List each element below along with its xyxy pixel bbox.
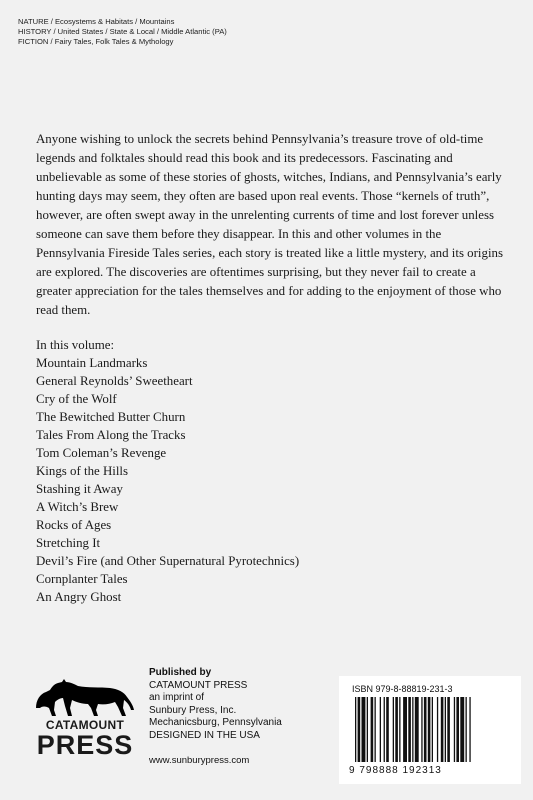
story-title: Cry of the Wolf (36, 392, 117, 406)
story-title: General Reynolds’ Sweetheart (36, 374, 193, 388)
story-title: A Witch’s Brew (36, 500, 119, 514)
story-list (36, 354, 299, 606)
volume-heading: In this volume: (36, 338, 115, 352)
story-title: Stashing it Away (36, 482, 123, 496)
category-line: HISTORY / United States / State & Local / Middle Atlantic (PA) (18, 27, 227, 36)
publisher-url: www.sunburypress.com (149, 755, 250, 766)
category-line: FICTION / Fairy Tales, Folk Tales & Mythology (18, 37, 174, 46)
story-title: Devil’s Fire (and Other Supernatural Pyrotechnics) (36, 554, 300, 568)
logo-wordmark-bottom: PRESS (36, 730, 134, 760)
barcode-digits: 9 798888 192313 (349, 765, 442, 776)
isbn-label: ISBN 979-8-88819-231-3 (352, 684, 453, 694)
panther-icon (30, 670, 140, 720)
story-title: Tom Coleman’s Revenge (36, 446, 167, 460)
parent-publisher: Sunbury Press, Inc. (149, 704, 237, 716)
category-line: NATURE / Ecosystems & Habitats / Mountains (18, 17, 175, 26)
published-by: Published by (149, 667, 212, 678)
logo-wordmark-top: CATAMOUNT (45, 718, 125, 732)
barcode (355, 697, 510, 762)
back-cover-blurb: Anyone wishing to unlock the secrets behind Pennsylvania’s treasure trove of old-time legends and folktales should read this book and its predecessors. Fascinating and unbelievable as some of these stories of ghosts, witches, Indians, and Pennsylvania’s early hunting days may seem, they often are based upon real events. Those “kernels of truth”, however, are often swept away in the unrelenting currents of time and lost forever unless someone can save them before they disappear. In this and other volumes in the Pennsylvania Fireside Tales series, each story is treated like a little mystery, and its origins are explored. The discoveries are oftentimes surprising, but they never fail to create a greater appreciation for the tales themselves and for adding to the enjoyment of those who read them. (36, 132, 503, 317)
story-title: An Angry Ghost (36, 590, 122, 604)
story-title: Cornplanter Tales (36, 572, 128, 586)
story-title: Rocks of Ages (36, 518, 112, 532)
story-title: Stretching It (36, 536, 101, 550)
imprint-of: an imprint of (149, 692, 205, 704)
story-title: The Bewitched Butter Churn (36, 410, 186, 424)
publisher-info (149, 667, 282, 743)
bisac-categories (18, 17, 227, 47)
story-title: Mountain Landmarks (36, 356, 148, 370)
publisher-location: Mechanicsburg, Pennsylvania (149, 717, 282, 729)
story-title: Kings of the Hills (36, 464, 129, 478)
story-title: Tales From Along the Tracks (36, 428, 186, 442)
designed-in: DESIGNED IN THE USA (149, 729, 260, 741)
publisher-name: CATAMOUNT PRESS (149, 679, 248, 691)
